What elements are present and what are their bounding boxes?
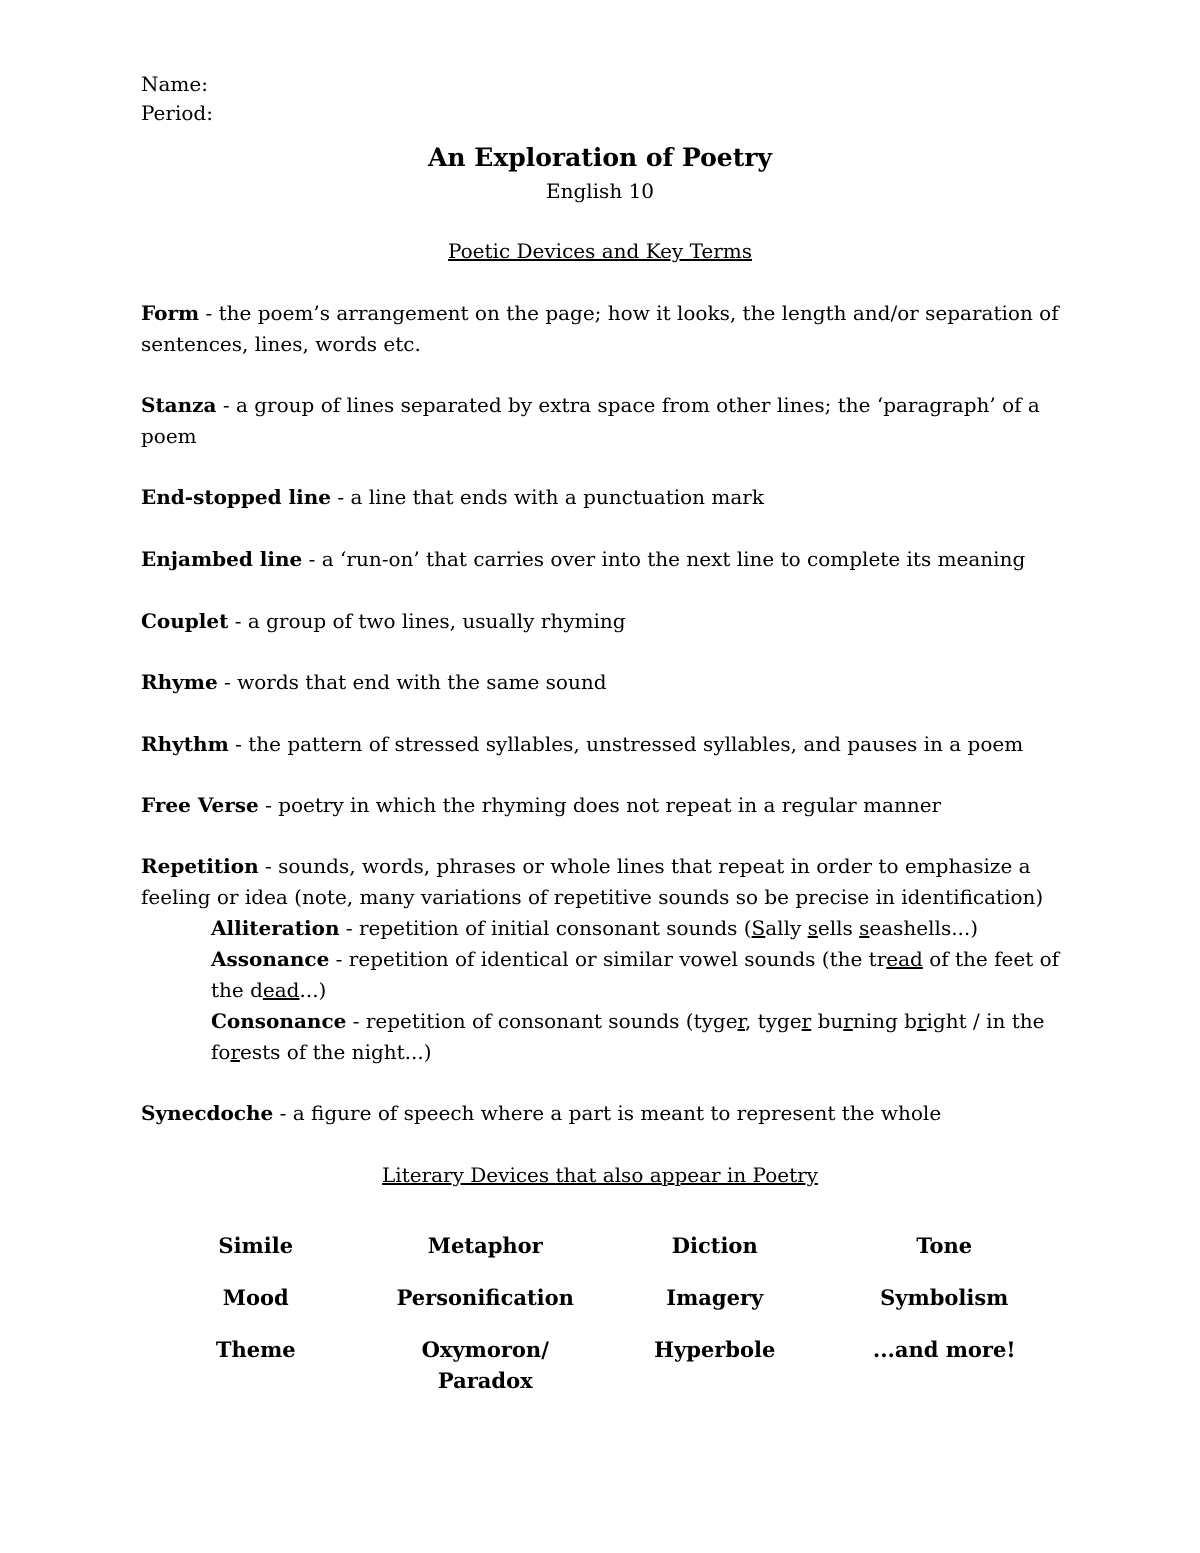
underlined-sound: ead — [886, 947, 923, 971]
term-definition: - the poem’s arrangement on the page; how it looks, the length and/or separation of sentences, lines, words etc. — [141, 301, 1059, 356]
grid-cell: Hyperbole — [654, 1337, 776, 1362]
example-text: ells — [817, 916, 860, 940]
term-definition: - a group of two lines, usually rhyming — [228, 609, 626, 633]
term-label: Assonance — [211, 947, 330, 971]
underlined-sound: r — [843, 1009, 853, 1033]
term-free-verse — [141, 790, 1071, 821]
grid-cell: Metaphor — [427, 1233, 543, 1258]
term-label: Rhyme — [141, 670, 218, 694]
term-end-stopped-line — [141, 482, 1071, 513]
term-label: Alliteration — [211, 916, 340, 940]
term-rhyme — [141, 667, 1071, 698]
term-label: Synecdoche — [141, 1101, 274, 1125]
term-label: Consonance — [211, 1009, 347, 1033]
term-definition: - sounds, words, phrases or whole lines that repeat in order to emphasize a feeling or idea (note, many variations of repetitive sounds so be precise in identification) — [141, 854, 1044, 909]
grid-row — [141, 1334, 1059, 1393]
grid-row — [141, 1282, 1059, 1334]
underlined-sound: s — [859, 916, 870, 940]
term-definition: - words that end with the same sound — [217, 670, 607, 694]
section-heading-poetic-devices: Poetic Devices and Key Terms — [447, 239, 752, 263]
grid-cell: Symbolism — [880, 1285, 1009, 1310]
underlined-sound: r — [230, 1040, 241, 1064]
grid-cell: Diction — [671, 1233, 758, 1258]
underlined-sound: r — [916, 1009, 927, 1033]
term-couplet — [141, 606, 1071, 637]
term-definition: - repetition of initial consonant sounds ( — [339, 916, 752, 940]
term-definition: - the pattern of stressed syllables, unstressed syllables, and pauses in a poem — [228, 732, 1024, 756]
period-label: Period: — [141, 101, 213, 125]
term-form — [141, 298, 1071, 360]
underlined-sound: S — [751, 916, 766, 940]
term-definition: - repetition of consonant sounds (tyge — [346, 1009, 738, 1033]
term-alliteration — [211, 913, 1071, 944]
grid-cell: Tone — [916, 1233, 973, 1258]
term-label: Free Verse — [141, 793, 259, 817]
grid-row — [141, 1230, 1059, 1282]
example-text: of the feet of the d — [211, 947, 1060, 1002]
grid-cell-line: Paradox — [437, 1368, 533, 1393]
page-subtitle: English 10 — [545, 179, 655, 203]
example-text: ally — [765, 916, 808, 940]
term-consonance — [211, 1006, 1071, 1068]
term-definition: - poetry in which the rhyming does not repeat in a regular manner — [258, 793, 942, 817]
grid-cell: Mood — [222, 1285, 289, 1310]
term-label: Stanza — [141, 393, 217, 417]
literary-devices-grid — [141, 1230, 1059, 1393]
term-label: End-stopped line — [141, 485, 332, 509]
example-text: eashells...) — [869, 916, 979, 940]
underlined-sound: ead — [262, 978, 300, 1002]
example-text: ight / in the fo — [211, 1009, 1045, 1064]
underlined-sound: r — [737, 1009, 745, 1033]
term-synecdoche — [141, 1098, 1071, 1129]
term-rhythm — [141, 729, 1071, 760]
term-label: Form — [141, 301, 200, 325]
term-definition: - repetition of identical or similar vowel sounds (the tr — [329, 947, 887, 971]
page-title: An Exploration of Poetry — [428, 143, 772, 172]
term-assonance — [211, 944, 1071, 1006]
name-label: Name: — [141, 72, 208, 96]
example-text: , tyge — [744, 1009, 802, 1033]
underlined-sound: r — [801, 1009, 812, 1033]
underlined-sound: s — [807, 916, 818, 940]
term-definition: - a line that ends with a punctuation mark — [331, 485, 764, 509]
term-definition: - a ‘run-on’ that carries over into the next line to complete its meaning — [302, 547, 1026, 571]
header-fields — [141, 70, 213, 128]
term-label: Rhythm — [141, 732, 229, 756]
grid-cell: Imagery — [666, 1285, 764, 1310]
term-label: Couplet — [141, 609, 229, 633]
section-heading-literary-devices: Literary Devices that also appear in Poetry — [382, 1163, 818, 1187]
term-enjambed-line — [141, 544, 1071, 575]
term-label: Enjambed line — [141, 547, 303, 571]
term-definition: - a figure of speech where a part is meant to represent the whole — [273, 1101, 942, 1125]
grid-cell: Personification — [396, 1285, 574, 1310]
example-text: ...) — [299, 978, 327, 1002]
grid-cell: Simile — [218, 1233, 294, 1258]
grid-cell — [371, 1334, 601, 1393]
term-repetition — [141, 851, 1071, 913]
grid-cell-line: Oxymoron/ — [421, 1337, 549, 1362]
example-text: ests of the night...) — [240, 1040, 432, 1064]
term-definition: - a group of lines separated by extra space from other lines; the ‘paragraph’ of a poem — [141, 393, 1040, 448]
example-text: bu — [811, 1009, 844, 1033]
grid-cell: Theme — [215, 1337, 296, 1362]
grid-cell: ...and more! — [872, 1337, 1016, 1362]
term-stanza — [141, 390, 1071, 452]
term-label: Repetition — [141, 854, 259, 878]
example-text: ning b — [852, 1009, 917, 1033]
